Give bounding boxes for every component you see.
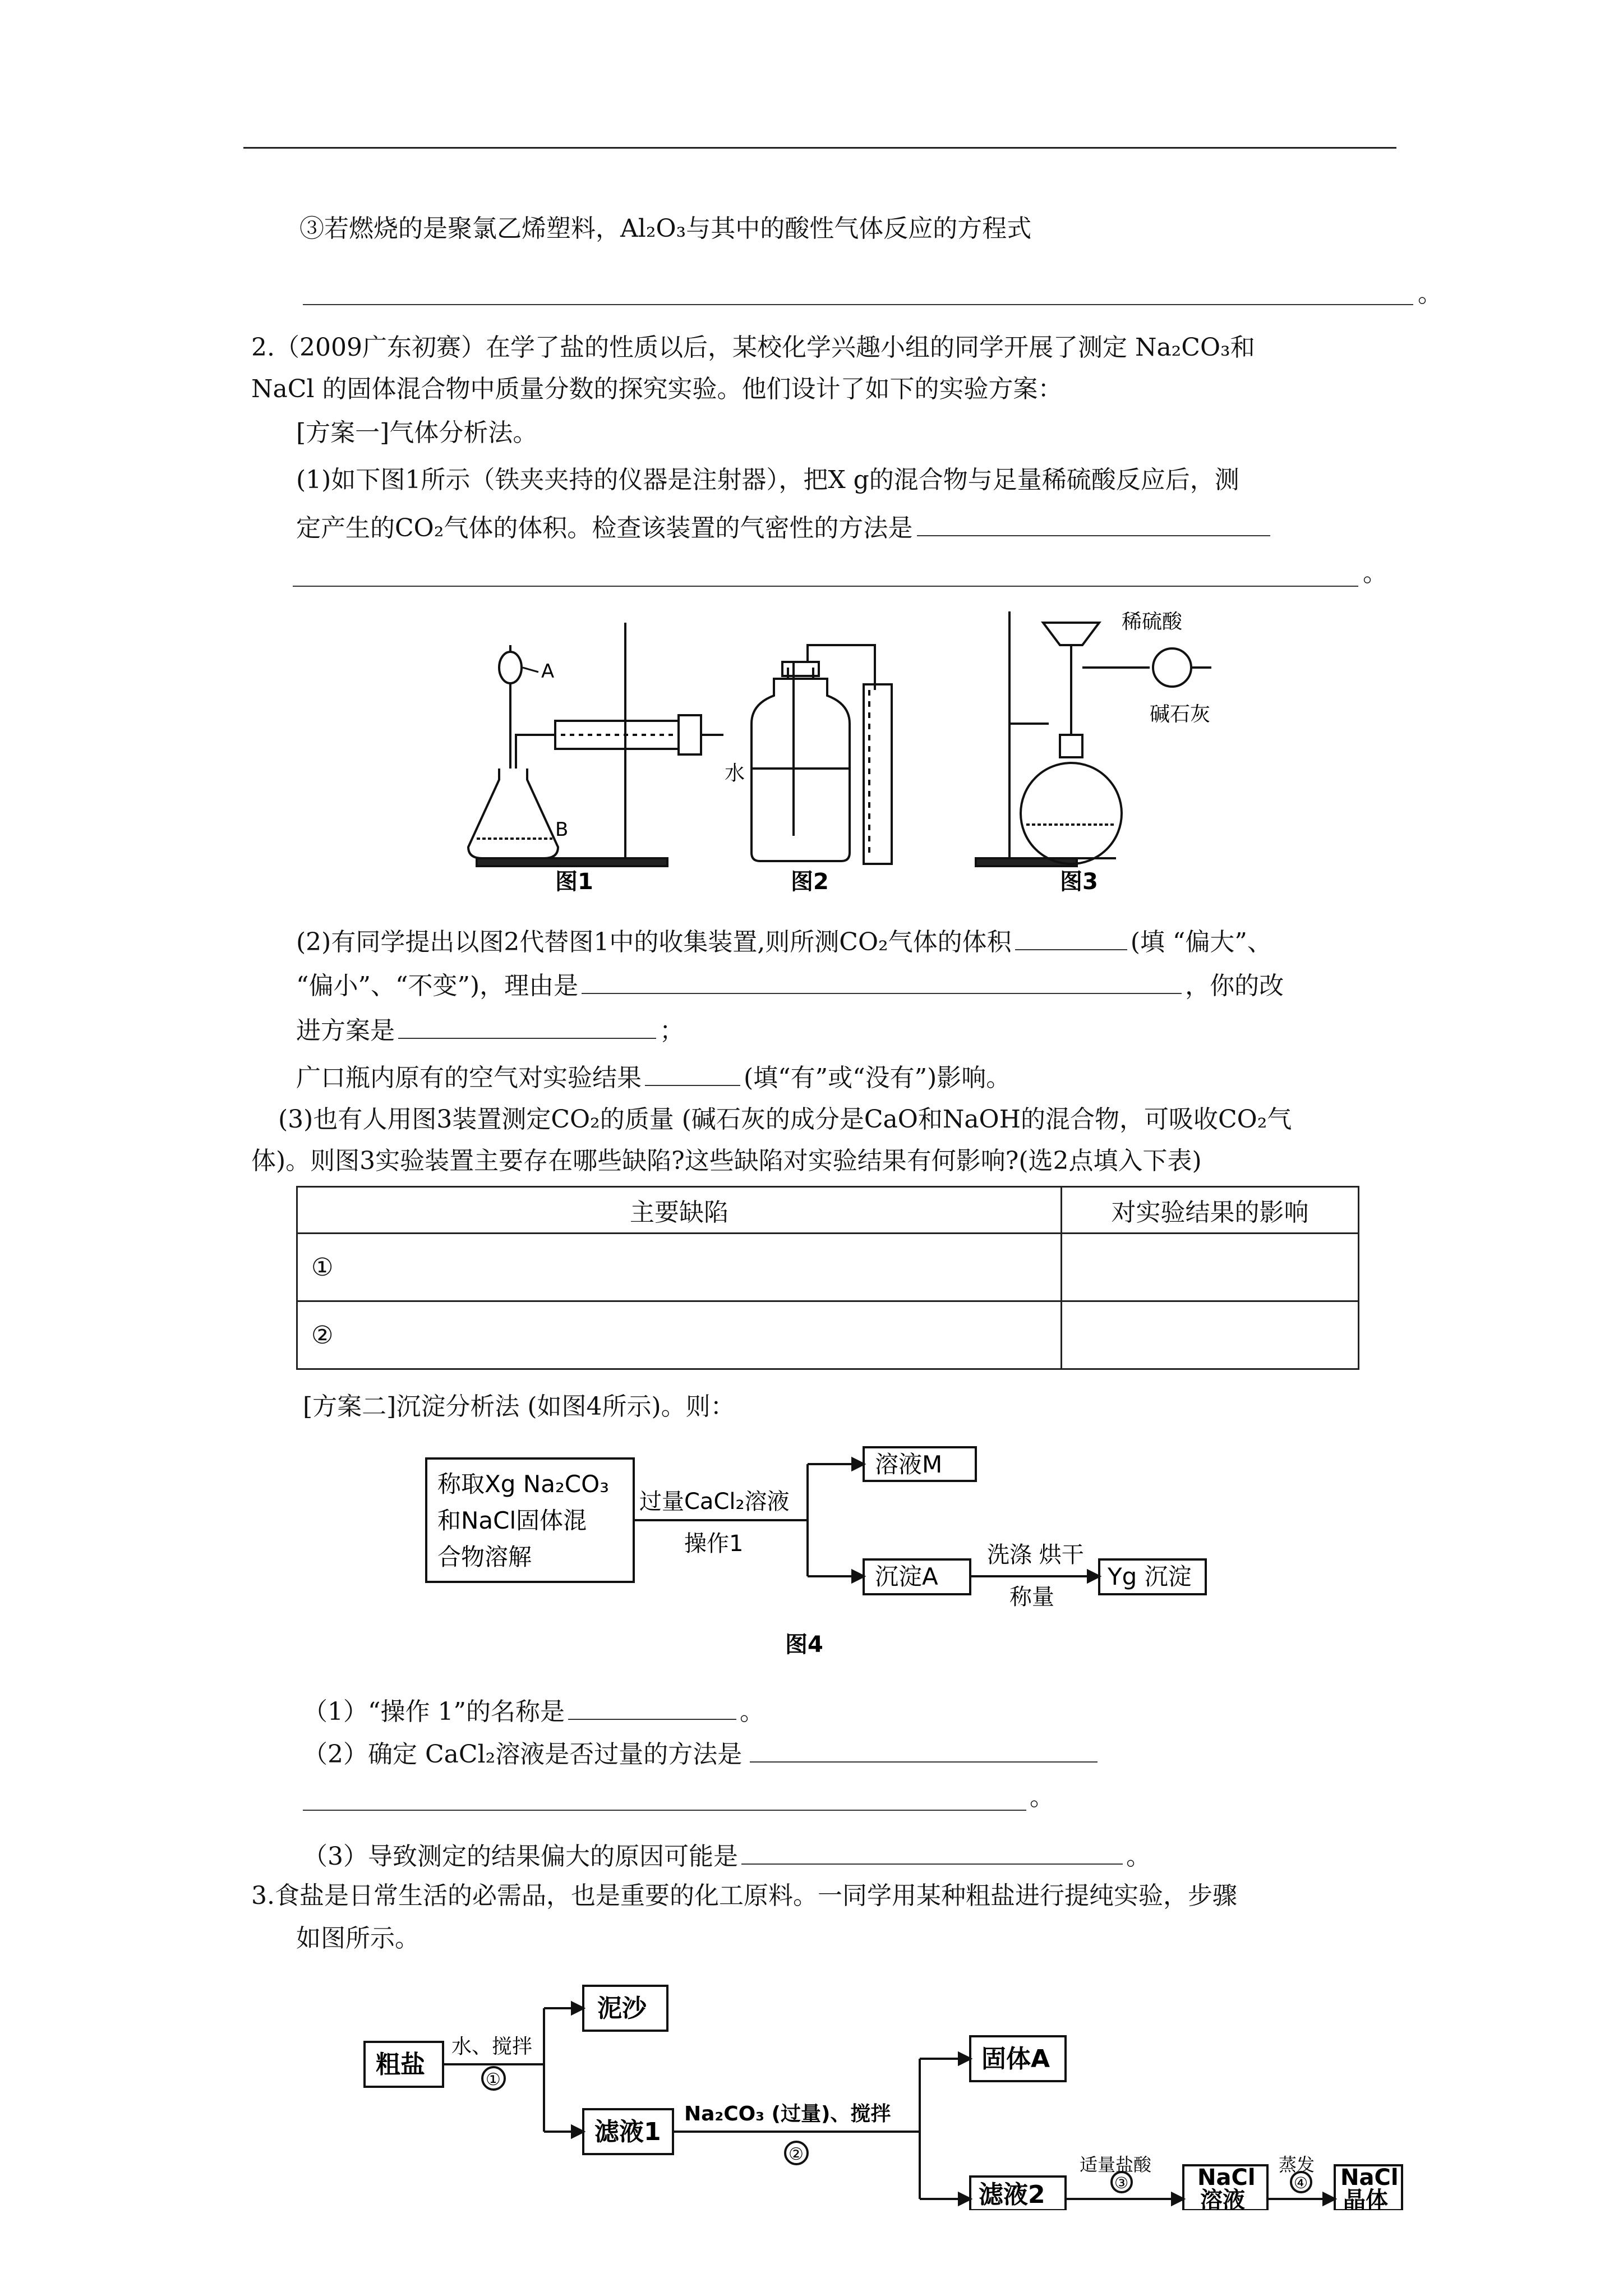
- fig3-caption: 图3: [1060, 869, 1098, 892]
- table-cell-defect-1[interactable]: ①: [297, 1234, 1062, 1301]
- q2-part1-end: 。: [1363, 559, 1387, 587]
- table-row: [297, 1234, 1359, 1301]
- q2-part1-line2: [296, 510, 1270, 544]
- flow-crude-salt: 粗盐: [376, 2050, 425, 2079]
- q2-part2-text1: (2)有同学提出以图2代替图1中的收集装置,则所测CO₂气体的体积: [296, 928, 1012, 956]
- plan2-q2-end: 。: [1030, 1783, 1054, 1811]
- q2-part2-text3-end: ；: [660, 1016, 684, 1045]
- fig4-box1-line1: 称取Xg Na₂CO₃: [437, 1470, 609, 1498]
- reason-blank[interactable]: [582, 968, 1182, 994]
- flow-nacl-solution-1: NaCl: [1197, 2165, 1256, 2191]
- plan2-heading: [方案二]沉淀分析法 (如图4所示)。则：: [303, 1392, 735, 1421]
- flow-filtrate2: 滤液2: [979, 2180, 1045, 2209]
- fig4-wash-dry: 洗涤 烘干: [987, 1542, 1084, 1568]
- fig2-label-water: 水: [725, 762, 745, 785]
- q3-line1: 3.食盐是日常生活的必需品，也是重要的化工原料。一同学用某种粗盐进行提纯实验，步骤: [251, 1881, 1237, 1910]
- flow-solid-a: 固体A: [981, 2045, 1050, 2073]
- operation-name-blank[interactable]: [568, 1694, 736, 1720]
- fig4-caption: 图4: [785, 1632, 823, 1658]
- plan2-q3-text: （3）导致测定的结果偏大的原因可能是: [303, 1842, 738, 1871]
- airtight-method-blank[interactable]: [917, 510, 1270, 536]
- table-cell-defect-2[interactable]: ②: [297, 1301, 1062, 1369]
- fig2-caption: 图2: [791, 869, 829, 892]
- flow-mud-sand: 泥沙: [597, 1994, 647, 2023]
- figure-1: [468, 623, 723, 866]
- q2-part2-line3: [296, 1013, 684, 1046]
- improvement-blank[interactable]: [398, 1013, 656, 1039]
- q2-part2-text2-end: ，你的改: [1185, 972, 1284, 1000]
- flow-step1-number: ①: [486, 2070, 501, 2090]
- plan1-heading: [方案一]气体分析法。: [296, 418, 538, 447]
- table-cell-effect-1[interactable]: [1062, 1234, 1359, 1301]
- header-rule: [243, 147, 1396, 149]
- q1-item3: ③若燃烧的是聚氯乙烯塑料，Al₂O₃与其中的酸性气体反应的方程式: [299, 214, 1032, 243]
- fig4-precipitate-a: 沉淀A: [875, 1563, 938, 1590]
- flow-step4-number: ④: [1294, 2174, 1308, 2192]
- flow-nacl-crystal-1: NaCl: [1340, 2165, 1399, 2191]
- q1-answer-blank[interactable]: [303, 279, 1413, 305]
- q2-intro-line1: 2.（2009广东初赛）在学了盐的性质以后，某校化学兴趣小组的同学开展了测定 Na₂CO₃和: [251, 333, 1255, 362]
- airtight-method-blank-2[interactable]: [293, 561, 1358, 587]
- plan2-q2-text: （2）确定 CaCl₂溶液是否过量的方法是: [303, 1740, 743, 1769]
- flow-step3-label: 适量盐酸: [1080, 2154, 1152, 2175]
- q2-part2-line4: [296, 1060, 1011, 1093]
- defects-table: [296, 1186, 1359, 1370]
- apparatus-figures: [460, 600, 1256, 892]
- figure-4: [404, 1436, 1223, 1660]
- fig1-label-b: B: [555, 818, 569, 841]
- q2-part1-line1: (1)如下图1所示（铁夹夹持的仪器是注射器），把X g的混合物与足量稀硫酸反应后，测: [296, 466, 1239, 494]
- table-header-effect: 对实验结果的影响: [1062, 1187, 1359, 1234]
- q1-end: 。: [1418, 279, 1442, 308]
- table-row: [297, 1301, 1359, 1369]
- q2-part2-text2: “偏小”、“不变”)，理由是: [296, 972, 579, 1000]
- fig1-label-a: A: [541, 660, 555, 683]
- flow-step2-number: ②: [789, 2145, 804, 2164]
- flow-step2-label: Na₂CO₃ (过量)、搅拌: [684, 2102, 891, 2125]
- table-header-row: [297, 1187, 1359, 1234]
- q2-part3-line2: 体)。则图3实验装置主要存在哪些缺陷?这些缺陷对实验结果有何影响?(选2点填入下表): [251, 1147, 1202, 1175]
- q2-part2-text1-end: (填 “偏大”、: [1130, 928, 1272, 956]
- plan2-q3-end: 。: [1126, 1842, 1151, 1871]
- flow-nacl-crystal-2: 晶体: [1343, 2187, 1388, 2210]
- q2-part2-line1: [296, 924, 1272, 958]
- volume-blank[interactable]: [1015, 924, 1127, 950]
- flow-filtrate1: 滤液1: [594, 2118, 661, 2146]
- q2-part2-line2: [296, 968, 1284, 1001]
- plan2-q1-end: 。: [739, 1697, 764, 1726]
- fig4-arrow-operation: 操作1: [684, 1531, 744, 1557]
- excess-method-blank[interactable]: [750, 1737, 1098, 1763]
- air-effect-blank[interactable]: [645, 1060, 740, 1086]
- q2-part2-text4-end: (填“有”或“没有”)影响。: [744, 1064, 1011, 1092]
- figure-3: [976, 611, 1211, 866]
- flow-step3-number: ③: [1114, 2174, 1129, 2192]
- plan2-q1-text: （1）“操作 1”的名称是: [303, 1697, 565, 1726]
- q2-part2-text3: 进方案是: [296, 1016, 395, 1045]
- fig3-label-acid: 稀硫酸: [1122, 610, 1183, 633]
- table-header-defect: 主要缺陷: [297, 1187, 1062, 1234]
- fig4-weigh: 称量: [1009, 1584, 1054, 1610]
- flow-nacl-solution-2: 溶液: [1200, 2187, 1245, 2210]
- fig4-box1-line2: 和NaCl固体混: [437, 1507, 587, 1534]
- table-cell-effect-2[interactable]: [1062, 1301, 1359, 1369]
- flow-step1-label: 水、搅拌: [451, 2035, 533, 2058]
- figure-2: [751, 645, 892, 864]
- fig4-solution-m: 溶液M: [875, 1451, 943, 1478]
- flow-step4-label: 蒸发: [1279, 2154, 1315, 2175]
- plan2-q1: [303, 1694, 764, 1727]
- q3-line2: 如图所示。: [296, 1924, 419, 1953]
- plan2-q2: [303, 1737, 1098, 1770]
- fig4-arrow-reagent: 过量CaCl₂溶液: [639, 1489, 790, 1515]
- q2-part1-text: 定产生的CO₂气体的体积。检查该装置的气密性的方法是: [296, 514, 913, 542]
- fig4-yg-precipitate: Yg 沉淀: [1108, 1563, 1192, 1590]
- high-result-cause-blank[interactable]: [741, 1839, 1123, 1865]
- q2-intro-line2: NaCl 的固体混合物中质量分数的探究实验。他们设计了如下的实验方案：: [251, 375, 1063, 403]
- excess-method-blank-2[interactable]: [303, 1785, 1026, 1811]
- q2-part3-line1: (3)也有人用图3装置测定CO₂的质量 (碱石灰的成分是CaO和NaOH的混合物，可吸收CO₂气: [278, 1105, 1292, 1134]
- fig4-box1-line3: 合物溶解: [437, 1543, 532, 1571]
- fig3-label-lime: 碱石灰: [1150, 703, 1211, 726]
- fig1-caption: 图1: [555, 869, 593, 892]
- q2-part2-text4: 广口瓶内原有的空气对实验结果: [296, 1064, 642, 1092]
- plan2-q3: [303, 1839, 1151, 1872]
- salt-purification-flow: [359, 1975, 1413, 2210]
